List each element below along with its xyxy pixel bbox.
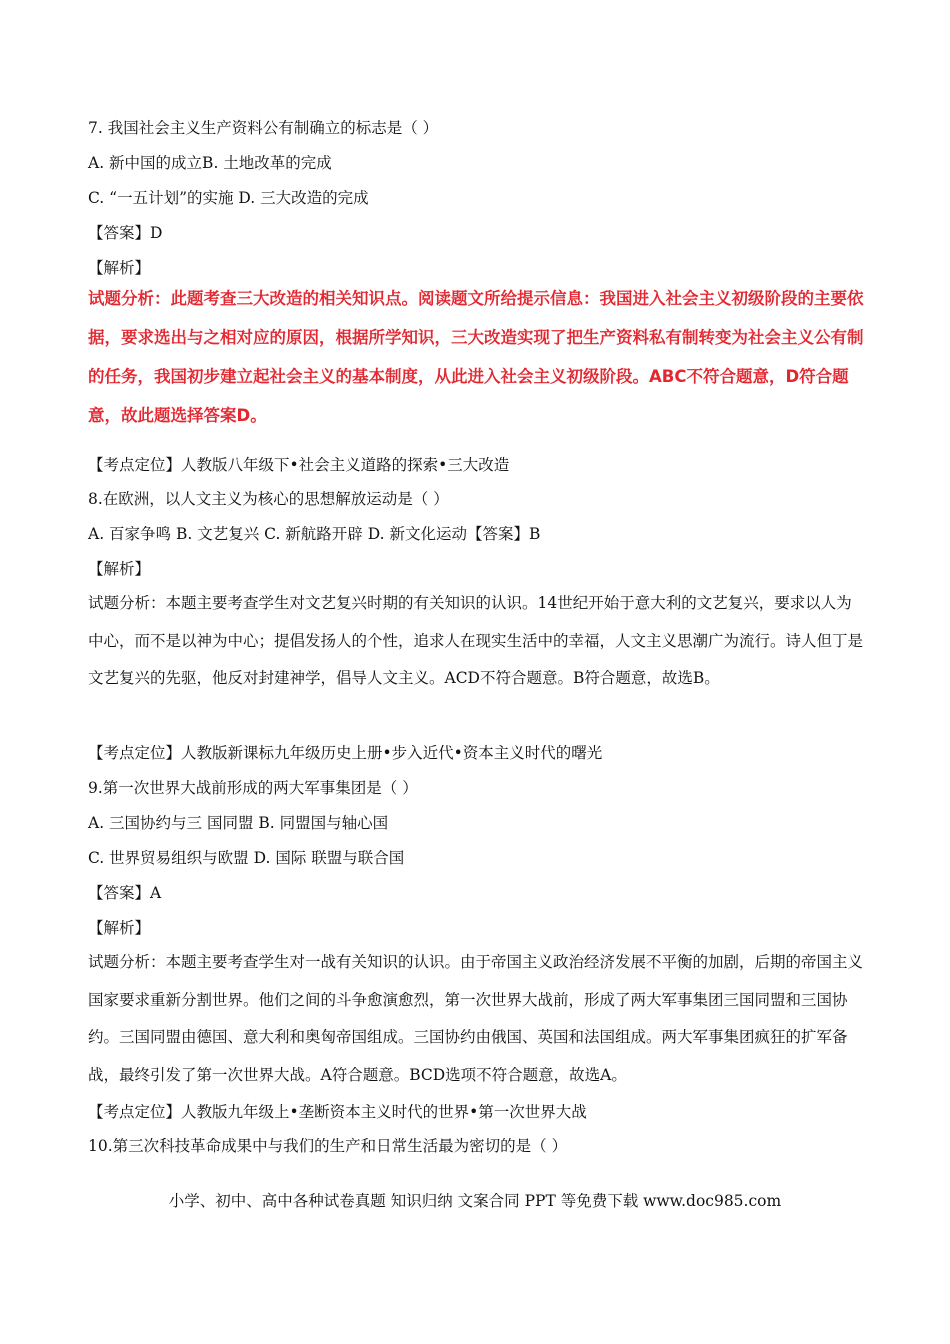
q7-answer: 【答案】D: [88, 224, 163, 242]
page-footer: 小学、初中、高中各种试卷真题 知识归纳 文案合同 PPT 等免费下载 www.doc985.com: [168, 1192, 782, 1210]
q9-question: 9.第一次世界大战前形成的两大军事集团是（ ）: [88, 779, 418, 797]
q7-analysis-label: 【解析】: [88, 259, 151, 277]
q9-analysis-label: 【解析】: [88, 919, 151, 937]
q9-options-row-2: C. 世界贸易组织与欧盟 D. 国际 联盟与联合国: [88, 849, 405, 867]
q8-analysis-label: 【解析】: [88, 560, 151, 578]
q7-options-row-2: C. “一五计划”的实施 D. 三大改造的完成: [88, 189, 369, 207]
q8-question: 8.在欧洲，以人文主义为核心的思想解放运动是（ ）: [88, 490, 449, 508]
q8-options-and-answer: A. 百家争鸣 B. 文艺复兴 C. 新航路开辟 D. 新文化运动【答案】B: [88, 525, 541, 543]
q7-question: 7. 我国社会主义生产资料公有制确立的标志是（ ）: [88, 119, 439, 137]
q10-question: 10.第三次科技革命成果中与我们的生产和日常生活最为密切的是（ ）: [88, 1137, 568, 1155]
q9-analysis-text: 试题分析：本题主要考查学生对一战有关知识的认识。由于帝国主义政治经济发展不平衡的加剧，后期的帝国主义国家要求重新分割世界。他们之间的斗争愈演愈烈，第一次世界大战前，形成了两大军事集团三国同盟和三国协约。三国同盟由德国、意大利和奥匈帝国组成。三国协约由俄国、英国和法国组成。两大军事集团疯狂的扩军备战，最终引发了第一次世界大战。A符合题意。BCD选项不符合题意，故选A。: [88, 953, 864, 1084]
q7-analysis-text: 试题分析：此题考查三大改造的相关知识点。阅读题文所给提示信息：我国进入社会主义初级阶段的主要依据，要求选出与之相对应的原因，根据所学知识，三大改造实现了把生产资料私有制转变为社会主义公有制的任务，我国初步建立起社会主义的基本制度，从此进入社会主义初级阶段。ABC不符合题意，D符合题意，故此题选择答案D。: [88, 289, 864, 425]
q7-options-row-1: A. 新中国的成立B. 土地改革的完成: [88, 154, 332, 172]
q8-analysis-text: 试题分析：本题主要考查学生对文艺复兴时期的有关知识的认识。14世纪开始于意大利的文艺复兴，要求以人为中心，而不是以神为中心；提倡发扬人的个性，追求人在现实生活中的幸福，人文主义思潮广为流行。诗人但丁是文艺复兴的先驱，他反对封建神学，倡导人文主义。ACD不符合题意。B符合题意，故选B。: [88, 594, 864, 687]
q7-kaodian: 【考点定位】人教版八年级下•社会主义道路的探索•三大改造: [88, 456, 510, 474]
q9-options-row-1: A. 三国协约与三 国同盟 B. 同盟国与轴心国: [88, 814, 389, 832]
q9-answer: 【答案】A: [88, 884, 162, 902]
q8-kaodian: 【考点定位】人教版新课标九年级历史上册•步入近代•资本主义时代的曙光: [88, 744, 603, 762]
q9-kaodian: 【考点定位】人教版九年级上•垄断资本主义时代的世界•第一次世界大战: [88, 1103, 587, 1121]
